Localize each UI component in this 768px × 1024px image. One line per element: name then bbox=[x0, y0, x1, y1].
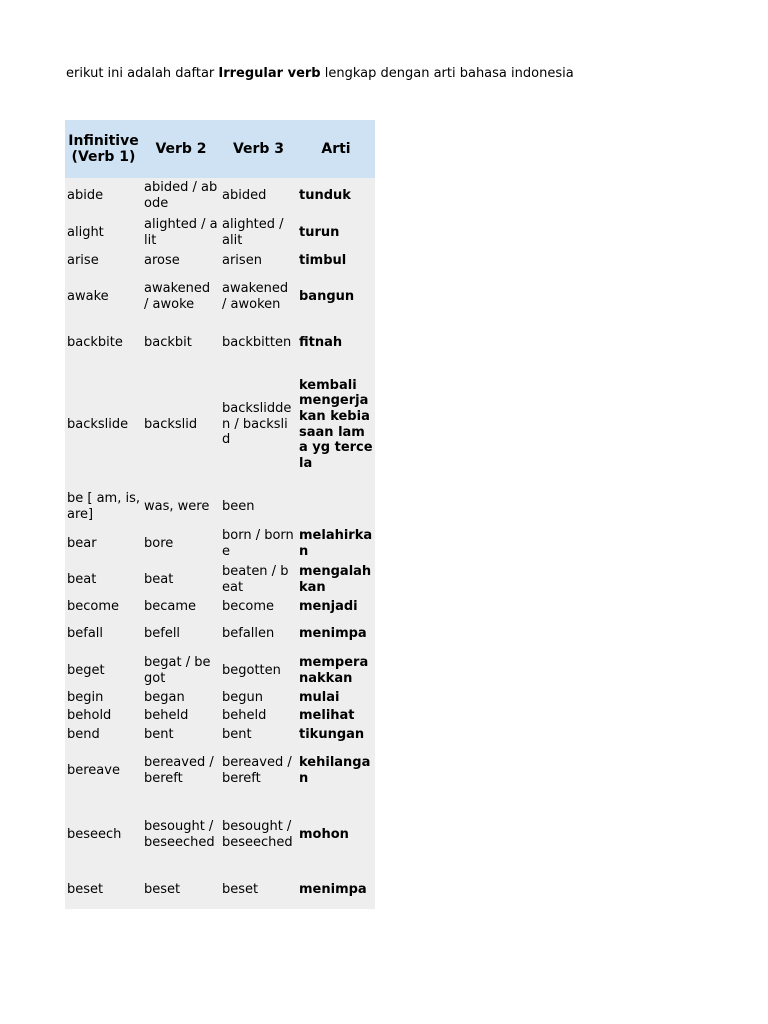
cell-verb-2: besought / beseeched bbox=[142, 798, 220, 871]
cell-verb-3: awakened / awoken bbox=[220, 270, 297, 324]
cell-infinitive: behold bbox=[65, 707, 142, 725]
cell-verb-3: arisen bbox=[220, 252, 297, 270]
table-row bbox=[65, 598, 375, 616]
cell-verb-2: beset bbox=[142, 871, 220, 909]
cell-infinitive: bereave bbox=[65, 744, 142, 798]
table-row bbox=[65, 744, 375, 798]
cell-verb-2: awakened / awoke bbox=[142, 270, 220, 324]
cell-verb-2: backslid bbox=[142, 362, 220, 487]
cell-verb-3: alighted / alit bbox=[220, 214, 297, 252]
table-row bbox=[65, 707, 375, 725]
table-row bbox=[65, 178, 375, 214]
cell-verb-3: been bbox=[220, 487, 297, 526]
intro-text-start: erikut ini adalah daftar bbox=[66, 66, 219, 81]
cell-verb-3: begun bbox=[220, 689, 297, 707]
cell-verb-2: beat bbox=[142, 562, 220, 598]
table-row bbox=[65, 324, 375, 362]
cell-verb-2: was, were bbox=[142, 487, 220, 526]
table-row bbox=[65, 270, 375, 324]
table-row bbox=[65, 652, 375, 689]
intro-text-bold: Irregular verb bbox=[218, 66, 321, 81]
cell-infinitive: backbite bbox=[65, 324, 142, 362]
intro-text-end: lengkap dengan arti bahasa indonesia bbox=[320, 66, 574, 81]
cell-verb-3: begotten bbox=[220, 652, 297, 689]
cell-verb-2: bereaved / bereft bbox=[142, 744, 220, 798]
cell-verb-3: beset bbox=[220, 871, 297, 909]
cell-arti: timbul bbox=[297, 252, 375, 270]
cell-infinitive: bear bbox=[65, 526, 142, 562]
cell-arti: mengalahkan bbox=[297, 562, 375, 598]
cell-arti: mulai bbox=[297, 689, 375, 707]
cell-arti: bangun bbox=[297, 270, 375, 324]
table-row bbox=[65, 214, 375, 252]
cell-arti: mohon bbox=[297, 798, 375, 871]
table-row bbox=[65, 616, 375, 652]
cell-arti: melahirkan bbox=[297, 526, 375, 562]
cell-verb-3: backslidden / backslid bbox=[220, 362, 297, 487]
cell-verb-2: bore bbox=[142, 526, 220, 562]
cell-arti: menjadi bbox=[297, 598, 375, 616]
cell-infinitive: abide bbox=[65, 178, 142, 214]
table-row bbox=[65, 252, 375, 270]
cell-arti: kembali mengerjakan kebiasaan lama yg tercela bbox=[297, 362, 375, 487]
cell-arti: menimpa bbox=[297, 616, 375, 652]
table-row bbox=[65, 526, 375, 562]
cell-verb-3: besought / beseeched bbox=[220, 798, 297, 871]
table-row bbox=[65, 798, 375, 871]
table-row bbox=[65, 487, 375, 526]
cell-arti: tikungan bbox=[297, 725, 375, 744]
table-row bbox=[65, 689, 375, 707]
cell-verb-3: become bbox=[220, 598, 297, 616]
cell-verb-2: beheld bbox=[142, 707, 220, 725]
table-row bbox=[65, 725, 375, 744]
cell-infinitive: become bbox=[65, 598, 142, 616]
cell-verb-3: bereaved / bereft bbox=[220, 744, 297, 798]
cell-infinitive: arise bbox=[65, 252, 142, 270]
cell-arti: fitnah bbox=[297, 324, 375, 362]
cell-verb-3: bent bbox=[220, 725, 297, 744]
cell-arti: melihat bbox=[297, 707, 375, 725]
cell-verb-2: befell bbox=[142, 616, 220, 652]
table-row bbox=[65, 562, 375, 598]
cell-infinitive: backslide bbox=[65, 362, 142, 487]
header-arti: Arti bbox=[297, 120, 375, 178]
table-row bbox=[65, 871, 375, 909]
cell-verb-3: beheld bbox=[220, 707, 297, 725]
cell-infinitive: beat bbox=[65, 562, 142, 598]
irregular-verb-table bbox=[65, 120, 375, 909]
cell-infinitive: beset bbox=[65, 871, 142, 909]
cell-verb-2: alighted / alit bbox=[142, 214, 220, 252]
cell-verb-3: born / borne bbox=[220, 526, 297, 562]
cell-arti: tunduk bbox=[297, 178, 375, 214]
cell-infinitive: beseech bbox=[65, 798, 142, 871]
cell-infinitive: beget bbox=[65, 652, 142, 689]
cell-verb-2: abided / abode bbox=[142, 178, 220, 214]
cell-verb-2: began bbox=[142, 689, 220, 707]
header-verb-2: Verb 2 bbox=[142, 120, 220, 178]
table-header-row bbox=[65, 120, 375, 178]
cell-verb-3: beaten / beat bbox=[220, 562, 297, 598]
cell-infinitive: awake bbox=[65, 270, 142, 324]
cell-infinitive: bend bbox=[65, 725, 142, 744]
cell-arti: menimpa bbox=[297, 871, 375, 909]
cell-infinitive: befall bbox=[65, 616, 142, 652]
cell-verb-2: begat / begot bbox=[142, 652, 220, 689]
header-infinitive: Infinitive (Verb 1) bbox=[65, 120, 142, 178]
cell-verb-2: became bbox=[142, 598, 220, 616]
cell-arti bbox=[297, 487, 375, 526]
cell-arti: turun bbox=[297, 214, 375, 252]
table-row bbox=[65, 362, 375, 487]
intro-text bbox=[66, 65, 574, 83]
cell-infinitive: alight bbox=[65, 214, 142, 252]
cell-verb-3: abided bbox=[220, 178, 297, 214]
cell-verb-2: backbit bbox=[142, 324, 220, 362]
cell-verb-3: befallen bbox=[220, 616, 297, 652]
header-verb-3: Verb 3 bbox=[220, 120, 297, 178]
cell-verb-2: bent bbox=[142, 725, 220, 744]
cell-arti: memperanakkan bbox=[297, 652, 375, 689]
cell-infinitive: be [ am, is, are] bbox=[65, 487, 142, 526]
cell-arti: kehilangan bbox=[297, 744, 375, 798]
cell-infinitive: begin bbox=[65, 689, 142, 707]
cell-verb-2: arose bbox=[142, 252, 220, 270]
cell-verb-3: backbitten bbox=[220, 324, 297, 362]
